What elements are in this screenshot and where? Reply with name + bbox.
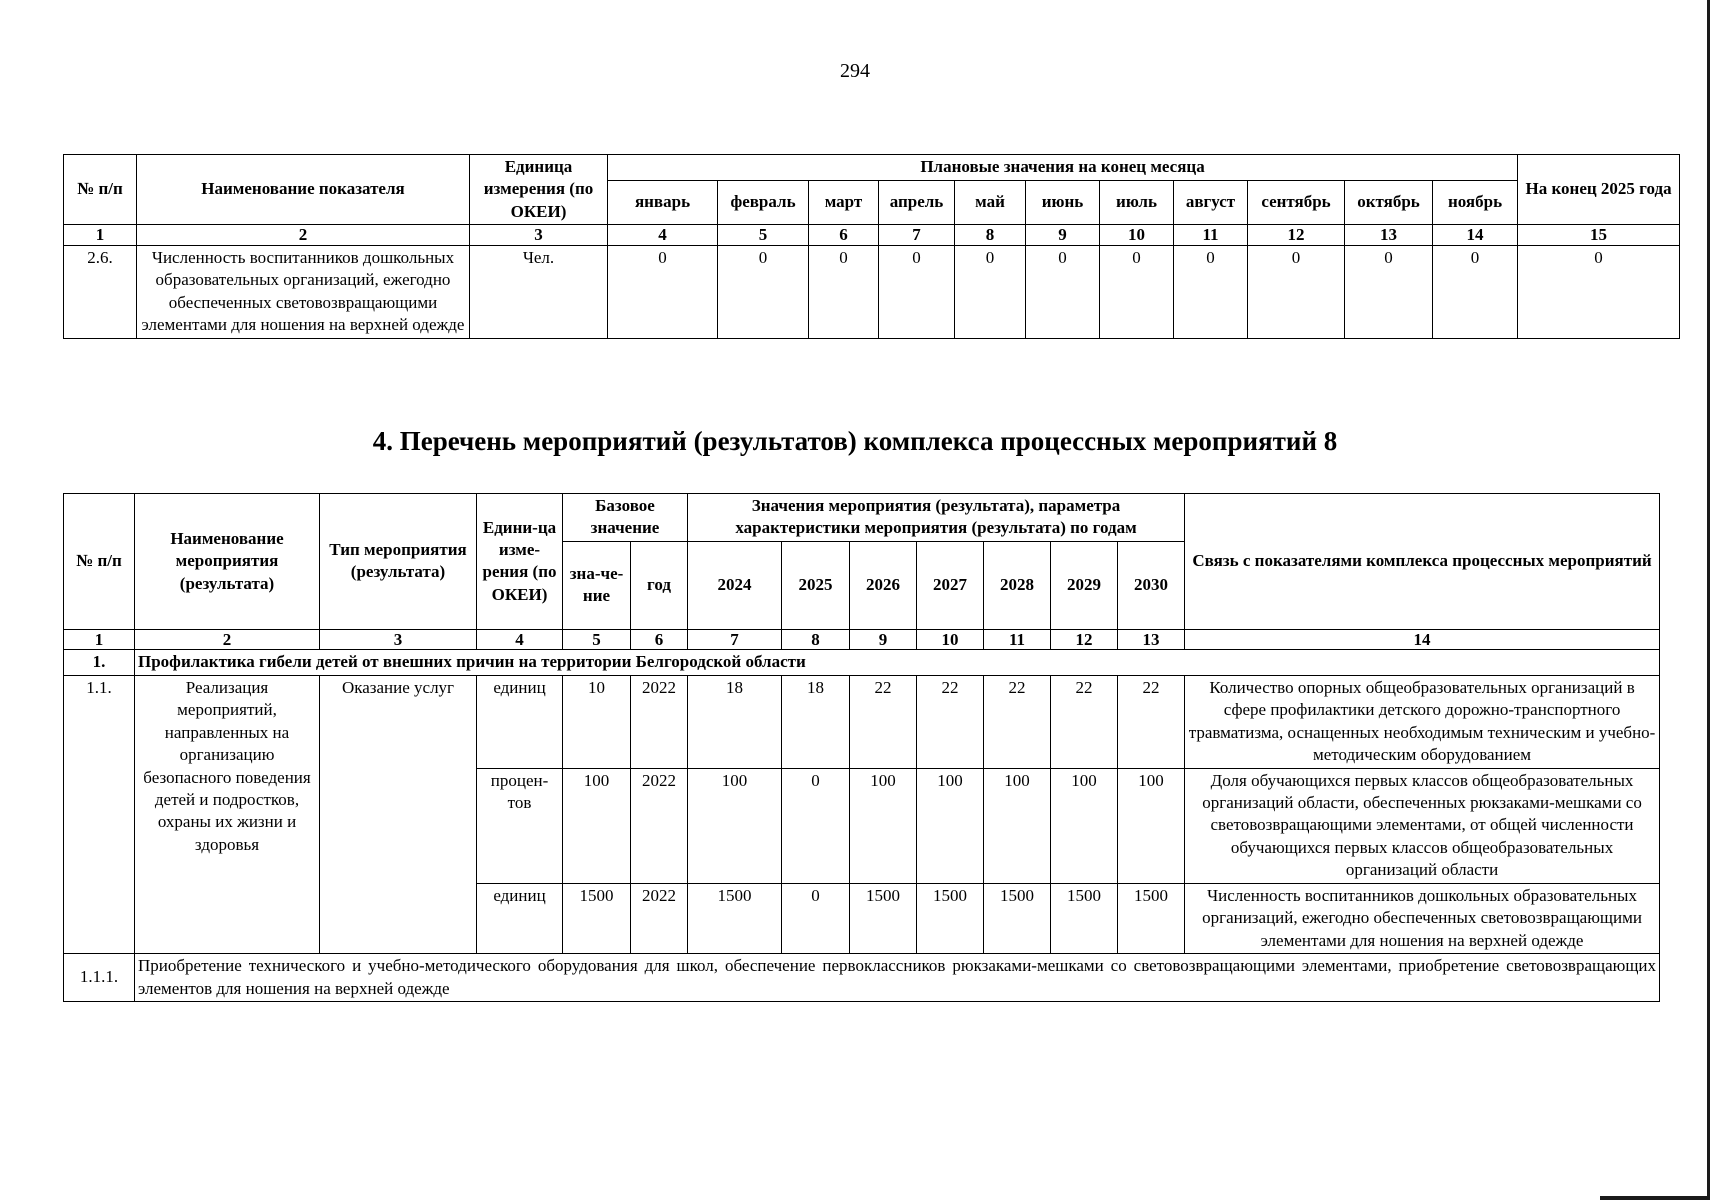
t2-header-unit: Едини-ца изме-рения (по ОКЕИ) [477, 494, 563, 630]
t2-header-year: 2030 [1118, 541, 1185, 629]
t2-header-num: № п/п [64, 494, 135, 630]
t1-header-num: № п/п [64, 155, 137, 225]
section-title: Профилактика гибели детей от внешних причин на территории Белгородской области [135, 650, 1660, 675]
col-number: 8 [955, 225, 1026, 246]
year-value: 100 [917, 768, 984, 883]
col-number: 14 [1433, 225, 1518, 246]
col-number: 3 [320, 629, 477, 650]
item-num: 1.1. [64, 675, 135, 953]
month-value: 0 [718, 245, 809, 338]
month-value: 0 [1345, 245, 1433, 338]
year-value: 18 [688, 675, 782, 768]
year-value: 0 [782, 883, 850, 953]
t2-column-numbers-row [64, 629, 1660, 650]
year-value: 100 [850, 768, 917, 883]
month-value: 0 [809, 245, 879, 338]
t2-header-year: 2026 [850, 541, 917, 629]
t1-header-month: июль [1100, 180, 1174, 225]
base-year: 2022 [631, 675, 688, 768]
month-value: 0 [1248, 245, 1345, 338]
t1-header-month: апрель [879, 180, 955, 225]
year-value: 18 [782, 675, 850, 768]
month-value: 0 [1433, 245, 1518, 338]
t2-header-type: Тип мероприятия (результата) [320, 494, 477, 630]
t2-header-year: 2027 [917, 541, 984, 629]
t1-header-month: август [1174, 180, 1248, 225]
col-number: 11 [1174, 225, 1248, 246]
month-value: 0 [608, 245, 718, 338]
t1-header-month: январь [608, 180, 718, 225]
col-number: 12 [1051, 629, 1118, 650]
t1-header-month: июнь [1026, 180, 1100, 225]
linked-indicator: Численность воспитанников дошкольных образовательных организаций, ежегодно обеспеченных световозвращающими элементами для ношения на верхней одежде [1185, 883, 1660, 953]
col-number: 13 [1118, 629, 1185, 650]
unit: единиц [477, 883, 563, 953]
row-num: 2.6. [64, 245, 137, 338]
col-number: 10 [917, 629, 984, 650]
year-value: 22 [917, 675, 984, 768]
year-value: 1500 [1051, 883, 1118, 953]
year-value: 22 [850, 675, 917, 768]
year-value: 22 [984, 675, 1051, 768]
t1-column-numbers-row [64, 225, 1680, 246]
subitem-num: 1.1.1. [64, 954, 135, 1002]
activities-table [63, 493, 1660, 1002]
t1-header-end-year: На конец 2025 года [1518, 155, 1680, 225]
t1-header-planned: Плановые значения на конец месяца [608, 155, 1518, 181]
col-number: 1 [64, 225, 137, 246]
planned-values-table [63, 154, 1680, 339]
t2-header-base-value: зна-че-ние [563, 541, 631, 629]
col-number: 7 [688, 629, 782, 650]
year-value: 100 [688, 768, 782, 883]
t1-header-month: ноябрь [1433, 180, 1518, 225]
t1-data-row [64, 245, 1680, 338]
base-year: 2022 [631, 883, 688, 953]
col-number: 2 [137, 225, 470, 246]
t2-header-year: 2029 [1051, 541, 1118, 629]
t2-section-row [64, 650, 1660, 675]
unit: Чел. [470, 245, 608, 338]
base-year: 2022 [631, 768, 688, 883]
col-number: 10 [1100, 225, 1174, 246]
t2-header-base: Базовое значение [563, 494, 688, 542]
t1-header-month: март [809, 180, 879, 225]
t2-header-link: Связь с показателями комплекса процессных мероприятий [1185, 494, 1660, 630]
col-number: 12 [1248, 225, 1345, 246]
col-number: 6 [631, 629, 688, 650]
t2-header-year: 2028 [984, 541, 1051, 629]
t1-header-month: февраль [718, 180, 809, 225]
t1-header-month: октябрь [1345, 180, 1433, 225]
base-value: 1500 [563, 883, 631, 953]
col-number: 15 [1518, 225, 1680, 246]
col-number: 8 [782, 629, 850, 650]
col-number: 2 [135, 629, 320, 650]
linked-indicator: Доля обучающихся первых классов общеобразовательных организаций области, обеспеченных рюкзаками-мешками со световозвращающими элементами, от общей численности обучающихся первых классов общеобразовательных организаций области [1185, 768, 1660, 883]
t2-subitem-row [64, 954, 1660, 1002]
end-year-value: 0 [1518, 245, 1680, 338]
t2-header-values-by-year: Значения мероприятия (результата), параметра характеристики мероприятия (результата) по годам [688, 494, 1185, 542]
t1-header-month: сентябрь [1248, 180, 1345, 225]
col-number: 4 [477, 629, 563, 650]
col-number: 14 [1185, 629, 1660, 650]
page-number: 294 [840, 60, 870, 82]
t2-header-name: Наименование мероприятия (результата) [135, 494, 320, 630]
indicator-name: Численность воспитанников дошкольных образовательных организаций, ежегодно обеспеченных световозвращающими элементами для ношения на верхней одежде [137, 245, 470, 338]
col-number: 3 [470, 225, 608, 246]
section-num: 1. [64, 650, 135, 675]
col-number: 5 [718, 225, 809, 246]
month-value: 0 [1026, 245, 1100, 338]
subitem-text: Приобретение технического и учебно-методического оборудования для школ, обеспечение первоклассников рюкзаками-мешками со световозвращающими элементами, приобретение световозвращающих элементов для ношения на верхней одежде [135, 954, 1660, 1002]
col-number: 9 [850, 629, 917, 650]
col-number: 13 [1345, 225, 1433, 246]
section-heading: 4. Перечень мероприятий (результатов) комплекса процессных мероприятий 8 [372, 426, 1338, 456]
t2-header-year: 2025 [782, 541, 850, 629]
col-number: 11 [984, 629, 1051, 650]
t1-header-name: Наименование показателя [137, 155, 470, 225]
year-value: 1500 [984, 883, 1051, 953]
year-value: 0 [782, 768, 850, 883]
year-value: 1500 [1118, 883, 1185, 953]
year-value: 100 [984, 768, 1051, 883]
item-name: Реализация мероприятий, направленных на организацию безопасного поведения детей и подростков, охраны их жизни и здоровья [135, 675, 320, 953]
item-type: Оказание услуг [320, 675, 477, 953]
unit: единиц [477, 675, 563, 768]
t1-header-month: май [955, 180, 1026, 225]
year-value: 100 [1051, 768, 1118, 883]
month-value: 0 [1174, 245, 1248, 338]
month-value: 0 [1100, 245, 1174, 338]
col-number: 7 [879, 225, 955, 246]
col-number: 4 [608, 225, 718, 246]
year-value: 1500 [688, 883, 782, 953]
year-value: 22 [1051, 675, 1118, 768]
col-number: 5 [563, 629, 631, 650]
linked-indicator: Количество опорных общеобразовательных организаций в сфере профилактики детского дорожно-транспортного травматизма, оснащенных необходимым техническим и учебно-методическим оборудованием [1185, 675, 1660, 768]
unit: процен-тов [477, 768, 563, 883]
col-number: 6 [809, 225, 879, 246]
base-value: 100 [563, 768, 631, 883]
col-number: 9 [1026, 225, 1100, 246]
t2-header-year: 2024 [688, 541, 782, 629]
year-value: 1500 [850, 883, 917, 953]
year-value: 100 [1118, 768, 1185, 883]
base-value: 10 [563, 675, 631, 768]
col-number: 1 [64, 629, 135, 650]
t1-header-unit: Единица измерения (по ОКЕИ) [470, 155, 608, 225]
month-value: 0 [955, 245, 1026, 338]
scan-edge-bottom [1600, 1196, 1710, 1200]
year-value: 1500 [917, 883, 984, 953]
month-value: 0 [879, 245, 955, 338]
t2-item-row [64, 675, 1660, 768]
year-value: 22 [1118, 675, 1185, 768]
t2-header-base-year: год [631, 541, 688, 629]
